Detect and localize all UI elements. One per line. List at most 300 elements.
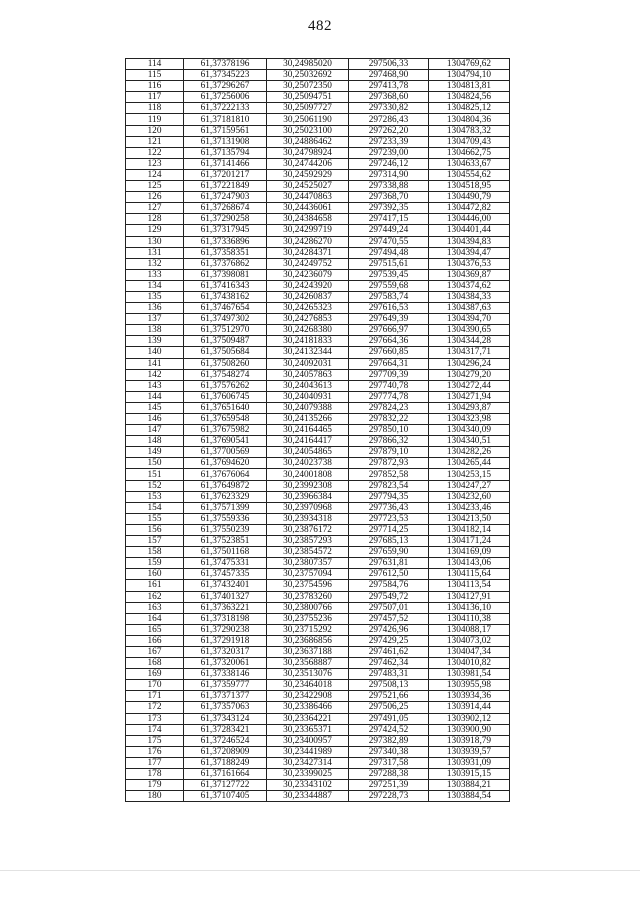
latitude-cell: 61,37320061 — [184, 658, 267, 669]
table-row — [126, 757, 510, 768]
y-coordinate-cell: 1303884,54 — [429, 791, 510, 802]
latitude-cell: 61,37416343 — [184, 280, 267, 291]
latitude-cell: 61,37357063 — [184, 702, 267, 713]
y-coordinate-cell: 1304369,87 — [429, 269, 510, 280]
point-number-cell: 167 — [126, 646, 184, 657]
longitude-cell: 30,23934318 — [267, 513, 349, 524]
x-coordinate-cell: 297288,38 — [349, 769, 429, 780]
table-row — [126, 59, 510, 70]
longitude-cell: 30,23365371 — [267, 724, 349, 735]
table-row — [126, 103, 510, 114]
latitude-cell: 61,37475331 — [184, 558, 267, 569]
y-coordinate-cell: 1304390,65 — [429, 325, 510, 336]
y-coordinate-cell: 1304374,62 — [429, 280, 510, 291]
y-coordinate-cell: 1304113,54 — [429, 580, 510, 591]
table-row — [126, 613, 510, 624]
y-coordinate-cell: 1303884,21 — [429, 780, 510, 791]
longitude-cell: 30,23715292 — [267, 624, 349, 635]
latitude-cell: 61,37246524 — [184, 735, 267, 746]
point-number-cell: 159 — [126, 558, 184, 569]
y-coordinate-cell: 1304804,36 — [429, 114, 510, 125]
latitude-cell: 61,37401327 — [184, 591, 267, 602]
table-row — [126, 502, 510, 513]
y-coordinate-cell: 1304127,91 — [429, 591, 510, 602]
y-coordinate-cell: 1304709,43 — [429, 136, 510, 147]
point-number-cell: 121 — [126, 136, 184, 147]
x-coordinate-cell: 297872,93 — [349, 458, 429, 469]
latitude-cell: 61,37623329 — [184, 491, 267, 502]
table-row — [126, 458, 510, 469]
longitude-cell: 30,24276853 — [267, 314, 349, 325]
x-coordinate-cell: 297666,97 — [349, 325, 429, 336]
x-coordinate-cell: 297429,25 — [349, 635, 429, 646]
longitude-cell: 30,24001808 — [267, 469, 349, 480]
longitude-cell: 30,23783260 — [267, 591, 349, 602]
x-coordinate-cell: 297539,45 — [349, 269, 429, 280]
y-coordinate-cell: 1303934,36 — [429, 691, 510, 702]
point-number-cell: 151 — [126, 469, 184, 480]
longitude-cell: 30,24135266 — [267, 414, 349, 425]
x-coordinate-cell: 297612,50 — [349, 569, 429, 580]
y-coordinate-cell: 1304296,24 — [429, 358, 510, 369]
longitude-cell: 30,23686856 — [267, 635, 349, 646]
latitude-cell: 61,37201217 — [184, 169, 267, 180]
longitude-cell: 30,24525027 — [267, 181, 349, 192]
y-coordinate-cell: 1304317,71 — [429, 347, 510, 358]
longitude-cell: 30,23755236 — [267, 613, 349, 624]
latitude-cell: 61,37358351 — [184, 247, 267, 258]
x-coordinate-cell: 297382,89 — [349, 735, 429, 746]
point-number-cell: 158 — [126, 547, 184, 558]
table-row — [126, 680, 510, 691]
longitude-cell: 30,24284371 — [267, 247, 349, 258]
latitude-cell: 61,37523851 — [184, 536, 267, 547]
longitude-cell: 30,23966384 — [267, 491, 349, 502]
table-row — [126, 780, 510, 791]
x-coordinate-cell: 297824,23 — [349, 402, 429, 413]
longitude-cell: 30,23427314 — [267, 757, 349, 768]
longitude-cell: 30,24798924 — [267, 147, 349, 158]
x-coordinate-cell: 297392,35 — [349, 203, 429, 214]
y-coordinate-cell: 1304213,50 — [429, 513, 510, 524]
x-coordinate-cell: 297368,60 — [349, 92, 429, 103]
x-coordinate-cell: 297774,78 — [349, 391, 429, 402]
table-row — [126, 591, 510, 602]
latitude-cell: 61,37107405 — [184, 791, 267, 802]
longitude-cell: 30,24268380 — [267, 325, 349, 336]
latitude-cell: 61,37457335 — [184, 569, 267, 580]
longitude-cell: 30,23857293 — [267, 536, 349, 547]
point-number-cell: 178 — [126, 769, 184, 780]
longitude-cell: 30,25072350 — [267, 81, 349, 92]
table-row — [126, 258, 510, 269]
y-coordinate-cell: 1304340,09 — [429, 425, 510, 436]
x-coordinate-cell: 297740,78 — [349, 380, 429, 391]
y-coordinate-cell: 1304323,98 — [429, 414, 510, 425]
x-coordinate-cell: 297330,82 — [349, 103, 429, 114]
y-coordinate-cell: 1304376,53 — [429, 258, 510, 269]
table-row — [126, 602, 510, 613]
point-number-cell: 131 — [126, 247, 184, 258]
point-number-cell: 180 — [126, 791, 184, 802]
table-row — [126, 291, 510, 302]
longitude-cell: 30,23807357 — [267, 558, 349, 569]
x-coordinate-cell: 297832,22 — [349, 414, 429, 425]
x-coordinate-cell: 297246,12 — [349, 158, 429, 169]
latitude-cell: 61,37651640 — [184, 402, 267, 413]
latitude-cell: 61,37283421 — [184, 724, 267, 735]
y-coordinate-cell: 1304271,94 — [429, 391, 510, 402]
latitude-cell: 61,37548274 — [184, 369, 267, 380]
latitude-cell: 61,37376862 — [184, 258, 267, 269]
x-coordinate-cell: 297736,43 — [349, 502, 429, 513]
point-number-cell: 165 — [126, 624, 184, 635]
table-row — [126, 125, 510, 136]
longitude-cell: 30,24470863 — [267, 192, 349, 203]
longitude-cell: 30,24040931 — [267, 391, 349, 402]
y-coordinate-cell: 1304279,20 — [429, 369, 510, 380]
longitude-cell: 30,24132344 — [267, 347, 349, 358]
table-row — [126, 181, 510, 192]
y-coordinate-cell: 1304813,81 — [429, 81, 510, 92]
latitude-cell: 61,37141466 — [184, 158, 267, 169]
longitude-cell: 30,23364221 — [267, 713, 349, 724]
longitude-cell: 30,24057863 — [267, 369, 349, 380]
latitude-cell: 61,37135794 — [184, 147, 267, 158]
longitude-cell: 30,24384658 — [267, 214, 349, 225]
coordinates-table — [125, 58, 510, 802]
table-row — [126, 336, 510, 347]
y-coordinate-cell: 1304088,17 — [429, 624, 510, 635]
table-row — [126, 169, 510, 180]
longitude-cell: 30,24181833 — [267, 336, 349, 347]
point-number-cell: 135 — [126, 291, 184, 302]
y-coordinate-cell: 1304010,82 — [429, 658, 510, 669]
table-row — [126, 691, 510, 702]
x-coordinate-cell: 297723,53 — [349, 513, 429, 524]
y-coordinate-cell: 1304490,79 — [429, 192, 510, 203]
longitude-cell: 30,24249752 — [267, 258, 349, 269]
y-coordinate-cell: 1303939,57 — [429, 746, 510, 757]
point-number-cell: 173 — [126, 713, 184, 724]
latitude-cell: 61,37649872 — [184, 480, 267, 491]
x-coordinate-cell: 297559,68 — [349, 280, 429, 291]
latitude-cell: 61,37550239 — [184, 524, 267, 535]
y-coordinate-cell: 1304182,14 — [429, 524, 510, 535]
x-coordinate-cell: 297664,31 — [349, 358, 429, 369]
point-number-cell: 171 — [126, 691, 184, 702]
y-coordinate-cell: 1304394,70 — [429, 314, 510, 325]
longitude-cell: 30,24164417 — [267, 436, 349, 447]
table-row — [126, 746, 510, 757]
y-coordinate-cell: 1304472,82 — [429, 203, 510, 214]
longitude-cell: 30,23970968 — [267, 502, 349, 513]
latitude-cell: 61,37221849 — [184, 181, 267, 192]
longitude-cell: 30,24985020 — [267, 59, 349, 70]
point-number-cell: 154 — [126, 502, 184, 513]
y-coordinate-cell: 1304265,44 — [429, 458, 510, 469]
y-coordinate-cell: 1304073,02 — [429, 635, 510, 646]
y-coordinate-cell: 1304662,75 — [429, 147, 510, 158]
longitude-cell: 30,23399025 — [267, 769, 349, 780]
table-row — [126, 147, 510, 158]
table-row — [126, 214, 510, 225]
point-number-cell: 114 — [126, 59, 184, 70]
table-row — [126, 158, 510, 169]
y-coordinate-cell: 1304344,28 — [429, 336, 510, 347]
latitude-cell: 61,37467654 — [184, 303, 267, 314]
y-coordinate-cell: 1304387,63 — [429, 303, 510, 314]
latitude-cell: 61,37363221 — [184, 602, 267, 613]
longitude-cell: 30,25061190 — [267, 114, 349, 125]
y-coordinate-cell: 1304783,32 — [429, 125, 510, 136]
x-coordinate-cell: 297449,24 — [349, 225, 429, 236]
table-row — [126, 513, 510, 524]
x-coordinate-cell: 297262,20 — [349, 125, 429, 136]
longitude-cell: 30,24043613 — [267, 380, 349, 391]
point-number-cell: 177 — [126, 757, 184, 768]
y-coordinate-cell: 1304253,15 — [429, 469, 510, 480]
x-coordinate-cell: 297649,39 — [349, 314, 429, 325]
latitude-cell: 61,37675982 — [184, 425, 267, 436]
latitude-cell: 61,37512970 — [184, 325, 267, 336]
point-number-cell: 157 — [126, 536, 184, 547]
point-number-cell: 123 — [126, 158, 184, 169]
point-number-cell: 162 — [126, 591, 184, 602]
x-coordinate-cell: 297616,53 — [349, 303, 429, 314]
table-row — [126, 536, 510, 547]
x-coordinate-cell: 297457,52 — [349, 613, 429, 624]
y-coordinate-cell: 1304401,44 — [429, 225, 510, 236]
y-coordinate-cell: 1304169,09 — [429, 547, 510, 558]
y-coordinate-cell: 1304633,67 — [429, 158, 510, 169]
point-number-cell: 175 — [126, 735, 184, 746]
point-number-cell: 124 — [126, 169, 184, 180]
latitude-cell: 61,37378196 — [184, 59, 267, 70]
point-number-cell: 149 — [126, 447, 184, 458]
y-coordinate-cell: 1303902,12 — [429, 713, 510, 724]
point-number-cell: 163 — [126, 602, 184, 613]
x-coordinate-cell: 297506,33 — [349, 59, 429, 70]
latitude-cell: 61,37131908 — [184, 136, 267, 147]
longitude-cell: 30,24886462 — [267, 136, 349, 147]
latitude-cell: 61,37432401 — [184, 580, 267, 591]
latitude-cell: 61,37371377 — [184, 691, 267, 702]
x-coordinate-cell: 297823,54 — [349, 480, 429, 491]
y-coordinate-cell: 1304115,64 — [429, 569, 510, 580]
point-number-cell: 169 — [126, 669, 184, 680]
point-number-cell: 168 — [126, 658, 184, 669]
latitude-cell: 61,37247903 — [184, 192, 267, 203]
y-coordinate-cell: 1304394,83 — [429, 236, 510, 247]
latitude-cell: 61,37318198 — [184, 613, 267, 624]
longitude-cell: 30,24299719 — [267, 225, 349, 236]
table-row — [126, 658, 510, 669]
point-number-cell: 120 — [126, 125, 184, 136]
table-row — [126, 791, 510, 802]
point-number-cell: 127 — [126, 203, 184, 214]
latitude-cell: 61,37159561 — [184, 125, 267, 136]
point-number-cell: 118 — [126, 103, 184, 114]
longitude-cell: 30,25032692 — [267, 70, 349, 81]
x-coordinate-cell: 297660,85 — [349, 347, 429, 358]
y-coordinate-cell: 1304047,34 — [429, 646, 510, 657]
table-row — [126, 469, 510, 480]
y-coordinate-cell: 1304293,87 — [429, 402, 510, 413]
table-row — [126, 70, 510, 81]
longitude-cell: 30,23754596 — [267, 580, 349, 591]
longitude-cell: 30,24260837 — [267, 291, 349, 302]
y-coordinate-cell: 1304282,26 — [429, 447, 510, 458]
x-coordinate-cell: 297239,00 — [349, 147, 429, 158]
point-number-cell: 122 — [126, 147, 184, 158]
point-number-cell: 132 — [126, 258, 184, 269]
latitude-cell: 61,37700569 — [184, 447, 267, 458]
table-row — [126, 358, 510, 369]
x-coordinate-cell: 297417,15 — [349, 214, 429, 225]
x-coordinate-cell: 297866,32 — [349, 436, 429, 447]
point-number-cell: 170 — [126, 680, 184, 691]
x-coordinate-cell: 297515,61 — [349, 258, 429, 269]
x-coordinate-cell: 297483,31 — [349, 669, 429, 680]
latitude-cell: 61,37497302 — [184, 314, 267, 325]
y-coordinate-cell: 1304824,56 — [429, 92, 510, 103]
table-row — [126, 325, 510, 336]
point-number-cell: 129 — [126, 225, 184, 236]
longitude-cell: 30,23441989 — [267, 746, 349, 757]
y-coordinate-cell: 1303900,90 — [429, 724, 510, 735]
point-number-cell: 141 — [126, 358, 184, 369]
y-coordinate-cell: 1304272,44 — [429, 380, 510, 391]
x-coordinate-cell: 297664,36 — [349, 336, 429, 347]
y-coordinate-cell: 1304825,12 — [429, 103, 510, 114]
point-number-cell: 142 — [126, 369, 184, 380]
x-coordinate-cell: 297709,39 — [349, 369, 429, 380]
longitude-cell: 30,24436061 — [267, 203, 349, 214]
latitude-cell: 61,37659548 — [184, 414, 267, 425]
latitude-cell: 61,37694620 — [184, 458, 267, 469]
table-row — [126, 491, 510, 502]
latitude-cell: 61,37606745 — [184, 391, 267, 402]
y-coordinate-cell: 1303981,54 — [429, 669, 510, 680]
table-row — [126, 114, 510, 125]
x-coordinate-cell: 297233,39 — [349, 136, 429, 147]
latitude-cell: 61,37320317 — [184, 646, 267, 657]
y-coordinate-cell: 1303931,09 — [429, 757, 510, 768]
point-number-cell: 130 — [126, 236, 184, 247]
latitude-cell: 61,37690541 — [184, 436, 267, 447]
x-coordinate-cell: 297491,05 — [349, 713, 429, 724]
latitude-cell: 61,37336896 — [184, 236, 267, 247]
x-coordinate-cell: 297794,35 — [349, 491, 429, 502]
point-number-cell: 179 — [126, 780, 184, 791]
x-coordinate-cell: 297468,90 — [349, 70, 429, 81]
longitude-cell: 30,23637188 — [267, 646, 349, 657]
point-number-cell: 134 — [126, 280, 184, 291]
table-row — [126, 480, 510, 491]
longitude-cell: 30,25023100 — [267, 125, 349, 136]
table-row — [126, 347, 510, 358]
y-coordinate-cell: 1304769,62 — [429, 59, 510, 70]
longitude-cell: 30,24286270 — [267, 236, 349, 247]
point-number-cell: 164 — [126, 613, 184, 624]
coordinates-table-body — [126, 59, 510, 802]
latitude-cell: 61,37181810 — [184, 114, 267, 125]
x-coordinate-cell: 297879,10 — [349, 447, 429, 458]
x-coordinate-cell: 297852,58 — [349, 469, 429, 480]
x-coordinate-cell: 297549,72 — [349, 591, 429, 602]
x-coordinate-cell: 297317,58 — [349, 757, 429, 768]
x-coordinate-cell: 297340,38 — [349, 746, 429, 757]
longitude-cell: 30,23757094 — [267, 569, 349, 580]
point-number-cell: 119 — [126, 114, 184, 125]
longitude-cell: 30,24079388 — [267, 402, 349, 413]
latitude-cell: 61,37559336 — [184, 513, 267, 524]
point-number-cell: 150 — [126, 458, 184, 469]
latitude-cell: 61,37222133 — [184, 103, 267, 114]
table-row — [126, 646, 510, 657]
point-number-cell: 172 — [126, 702, 184, 713]
latitude-cell: 61,37296267 — [184, 81, 267, 92]
y-coordinate-cell: 1303915,15 — [429, 769, 510, 780]
table-row — [126, 669, 510, 680]
latitude-cell: 61,37188249 — [184, 757, 267, 768]
point-number-cell: 140 — [126, 347, 184, 358]
x-coordinate-cell: 297338,88 — [349, 181, 429, 192]
table-row — [126, 225, 510, 236]
table-row — [126, 702, 510, 713]
point-number-cell: 153 — [126, 491, 184, 502]
table-row — [126, 425, 510, 436]
x-coordinate-cell: 297251,39 — [349, 780, 429, 791]
longitude-cell: 30,24265323 — [267, 303, 349, 314]
latitude-cell: 61,37505684 — [184, 347, 267, 358]
x-coordinate-cell: 297714,25 — [349, 524, 429, 535]
point-number-cell: 139 — [126, 336, 184, 347]
table-row — [126, 558, 510, 569]
y-coordinate-cell: 1304384,33 — [429, 291, 510, 302]
table-row — [126, 247, 510, 258]
longitude-cell: 30,23386466 — [267, 702, 349, 713]
latitude-cell: 61,37576262 — [184, 380, 267, 391]
latitude-cell: 61,37501168 — [184, 547, 267, 558]
point-number-cell: 160 — [126, 569, 184, 580]
x-coordinate-cell: 297286,43 — [349, 114, 429, 125]
y-coordinate-cell: 1304794,10 — [429, 70, 510, 81]
table-row — [126, 447, 510, 458]
point-number-cell: 174 — [126, 724, 184, 735]
point-number-cell: 137 — [126, 314, 184, 325]
table-row — [126, 81, 510, 92]
point-number-cell: 166 — [126, 635, 184, 646]
x-coordinate-cell: 297507,01 — [349, 602, 429, 613]
table-row — [126, 569, 510, 580]
longitude-cell: 30,23422908 — [267, 691, 349, 702]
x-coordinate-cell: 297413,78 — [349, 81, 429, 92]
x-coordinate-cell: 297426,96 — [349, 624, 429, 635]
longitude-cell: 30,23464018 — [267, 680, 349, 691]
table-row — [126, 547, 510, 558]
x-coordinate-cell: 297462,34 — [349, 658, 429, 669]
x-coordinate-cell: 297368,70 — [349, 192, 429, 203]
point-number-cell: 138 — [126, 325, 184, 336]
table-row — [126, 303, 510, 314]
point-number-cell: 176 — [126, 746, 184, 757]
longitude-cell: 30,25097727 — [267, 103, 349, 114]
point-number-cell: 115 — [126, 70, 184, 81]
table-row — [126, 724, 510, 735]
longitude-cell: 30,23800766 — [267, 602, 349, 613]
